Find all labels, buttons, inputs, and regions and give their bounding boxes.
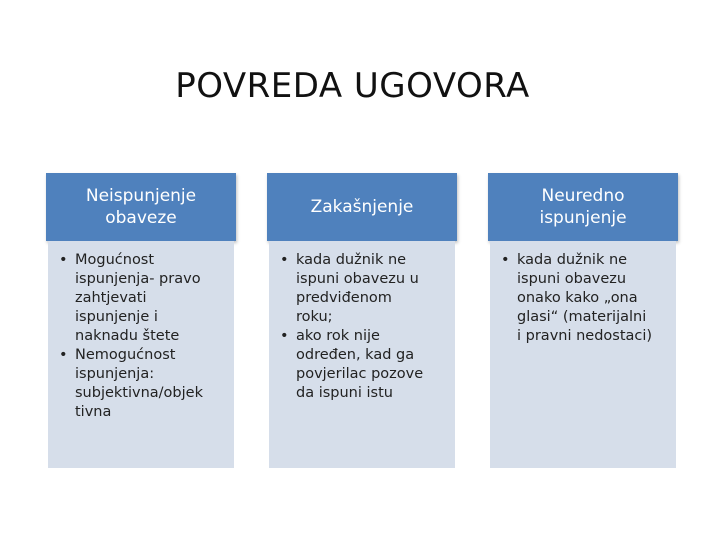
bullet-list [500, 251, 666, 346]
column-neispunjenje [46, 173, 236, 468]
column-body [48, 241, 234, 468]
column-body [269, 241, 455, 468]
bullet-list [279, 251, 445, 403]
bullet-item: • Mogućnost ispunjenja- pravo zahtjevati ispunjenje i naknadu štete [58, 251, 224, 346]
bullet-item: • kada dužnik ne ispuni obavezu u predviđenom roku; [279, 251, 445, 327]
bullet-list [58, 251, 224, 422]
bullet-item: • kada dužnik ne ispuni obavezu onako kako „ona glasi“ (materijalni i pravni nedostaci) [500, 251, 666, 346]
bullet-item: • ako rok nije određen, kad ga povjerilac pozove da ispuni istu [279, 327, 445, 403]
column-header: Neuredno ispunjenje [488, 173, 678, 241]
column-zakasnjenje [267, 173, 457, 468]
column-neuredno [488, 173, 678, 468]
bullet-item: • Nemogućnost ispunjenja: subjektivna/objek tivna [58, 346, 224, 422]
column-body [490, 241, 676, 468]
slide-title: POVREDA UGOVORA [175, 66, 530, 106]
column-header: Neispunjenje obaveze [46, 173, 236, 241]
column-header: Zakašnjenje [267, 173, 457, 241]
